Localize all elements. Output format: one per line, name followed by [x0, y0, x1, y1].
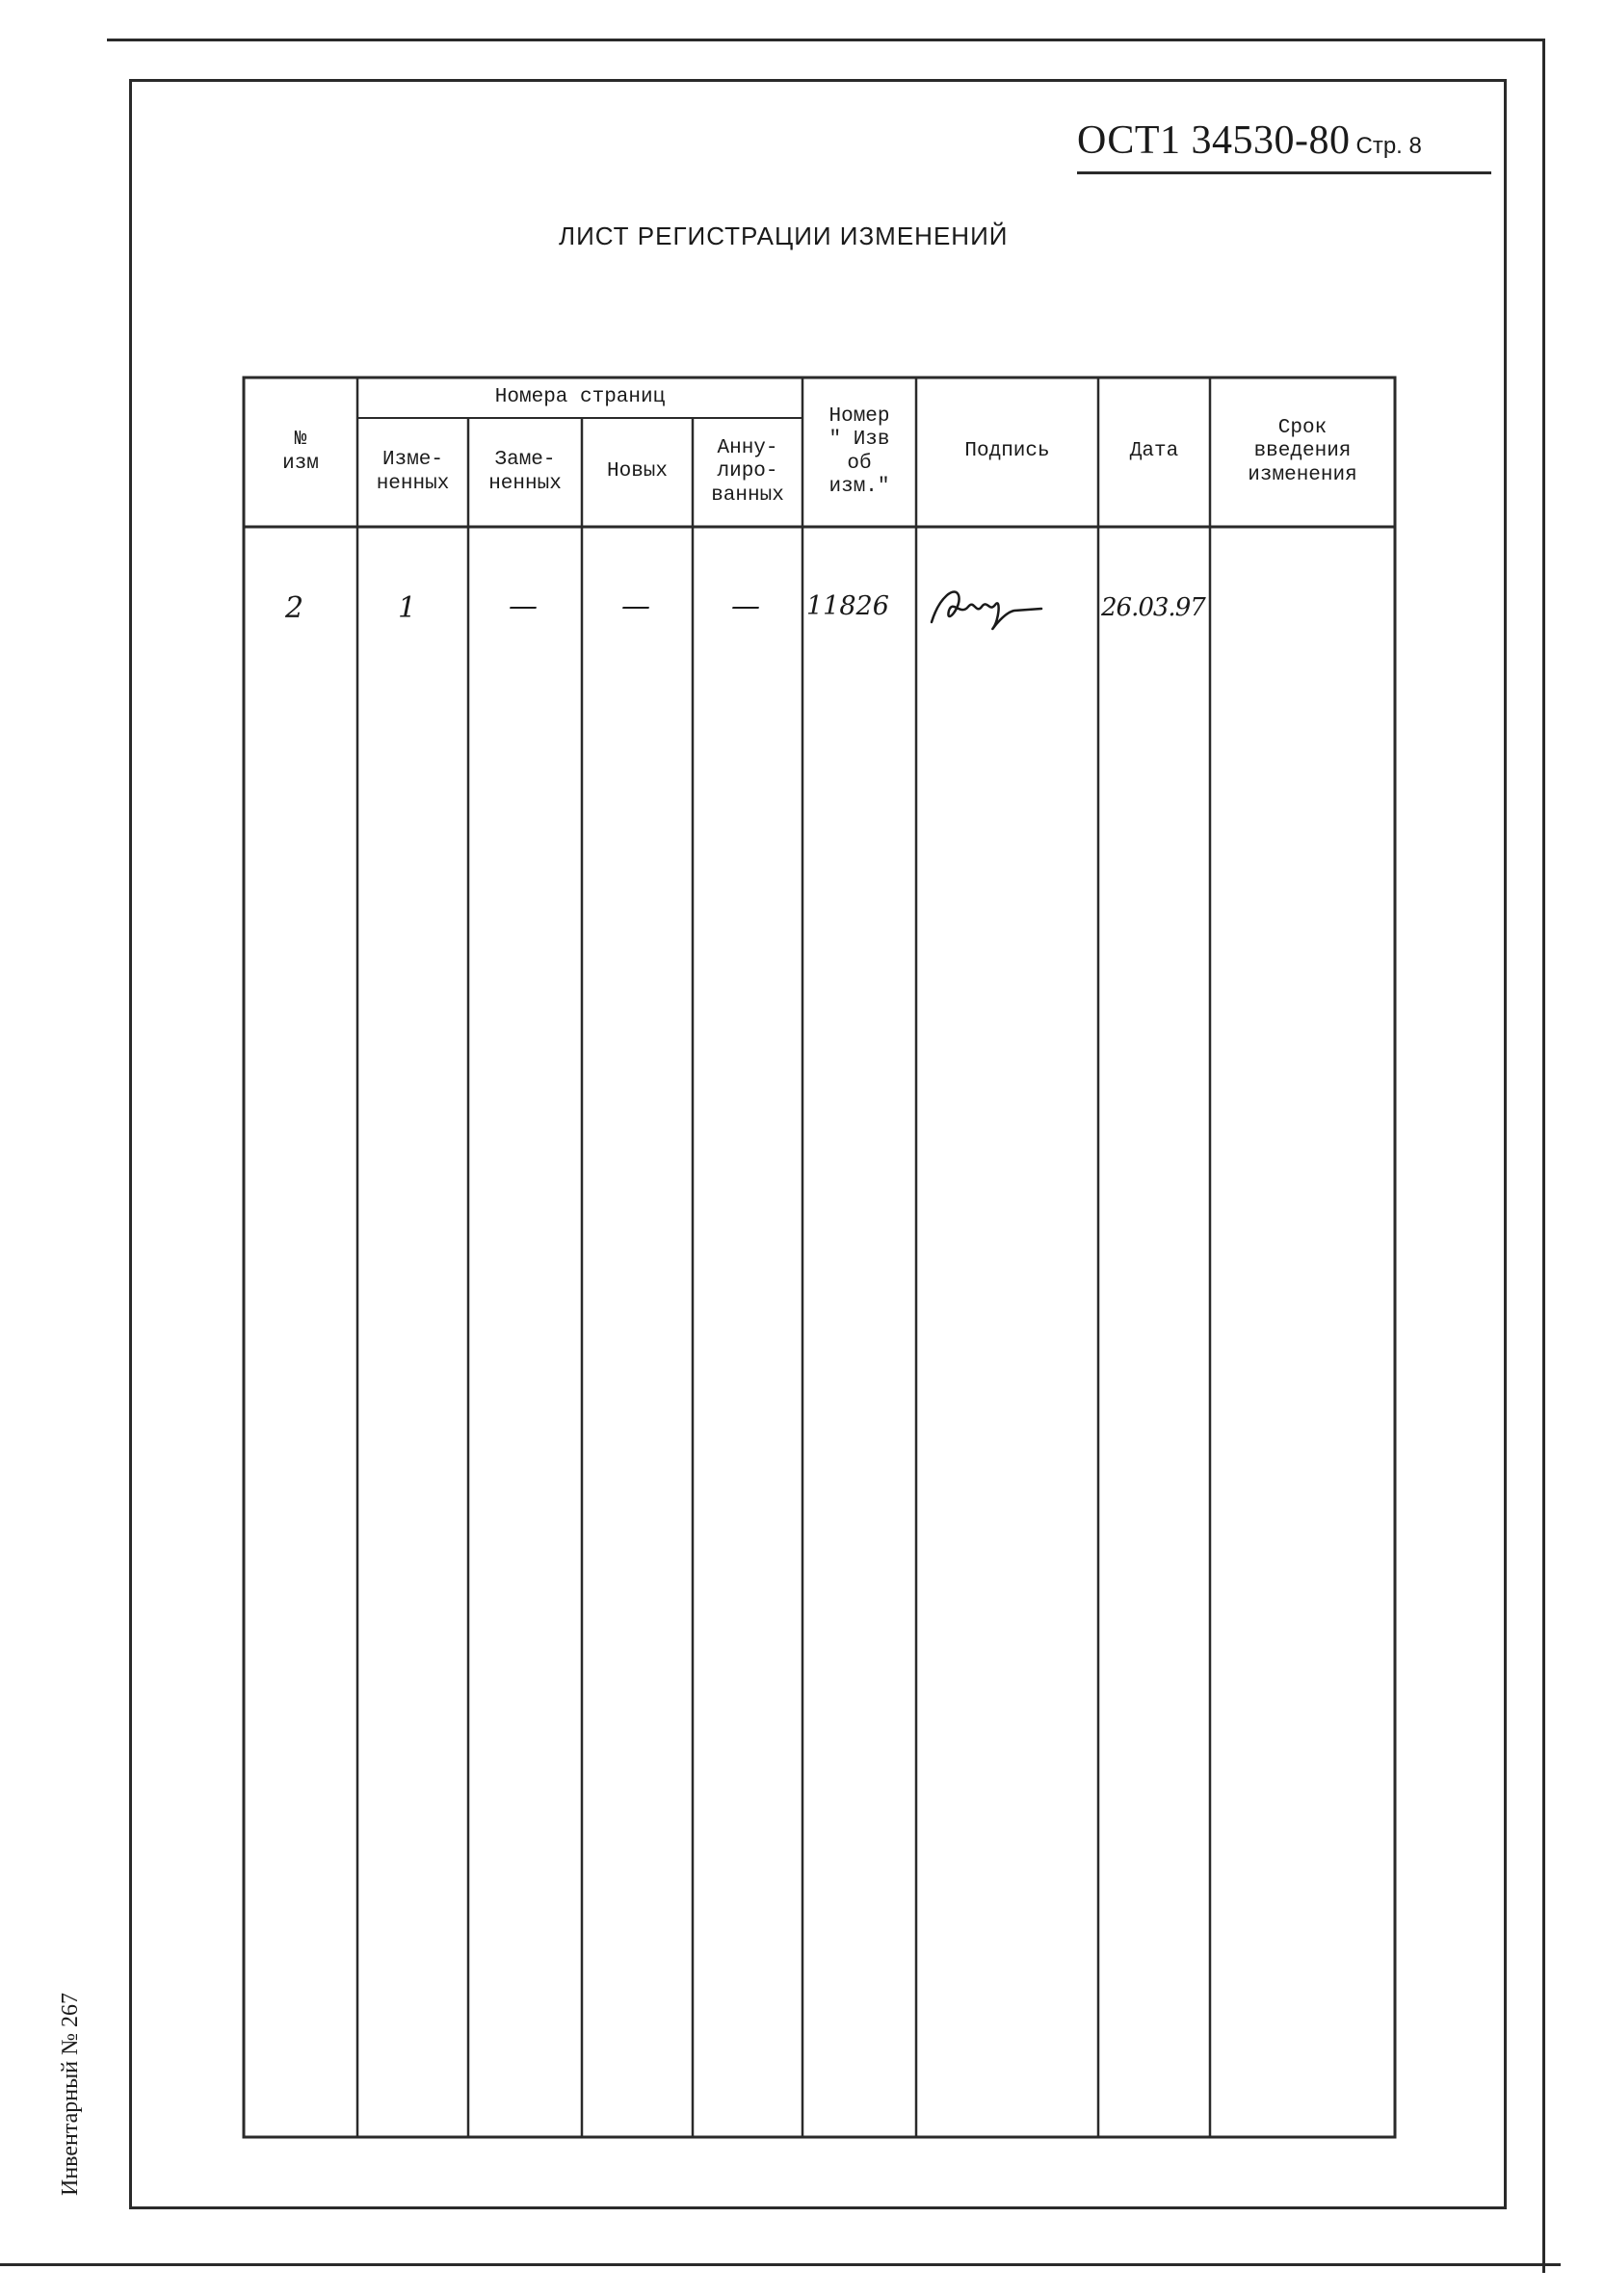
header-signature: Подпись [964, 440, 1050, 463]
signature-mark [926, 578, 1090, 636]
row-new: — [621, 589, 650, 623]
sheet-title: ЛИСТ РЕГИСТРАЦИИ ИЗМЕНЕНИЙ [559, 222, 1009, 250]
inventory-number: Инвентарный № 267 [58, 1992, 83, 2196]
page-number: Стр. 8 [1355, 133, 1422, 159]
header-date: Дата [1129, 440, 1179, 463]
header-page-numbers: Номера страниц [494, 385, 666, 408]
header-annulled: Анну- лиро- ванных [711, 437, 784, 507]
table-grid [244, 378, 1395, 2137]
row-replaced: — [509, 589, 538, 623]
row-annulled: — [731, 589, 760, 623]
header-effective-date: Срок введения изменения [1248, 417, 1357, 486]
document-code [1077, 117, 1491, 174]
row-num: 2 [285, 591, 304, 625]
header-replaced: Заме- ненных [488, 449, 562, 495]
row-notice-number: 11826 [806, 591, 889, 621]
header-notice-number: Номер " Изв об изм." [828, 405, 890, 498]
bottom-rule [0, 2263, 1561, 2266]
change-register-table [244, 378, 1395, 2137]
row-date: 26.03.97 [1101, 593, 1205, 622]
header-changed: Изме- ненных [376, 449, 450, 495]
header-num: № изм [282, 429, 319, 475]
standard-number: ОСТ1 34530-80 [1077, 118, 1351, 163]
header-new: Новых [606, 460, 668, 483]
table-border [244, 378, 1395, 2137]
row-changed: 1 [398, 591, 417, 625]
